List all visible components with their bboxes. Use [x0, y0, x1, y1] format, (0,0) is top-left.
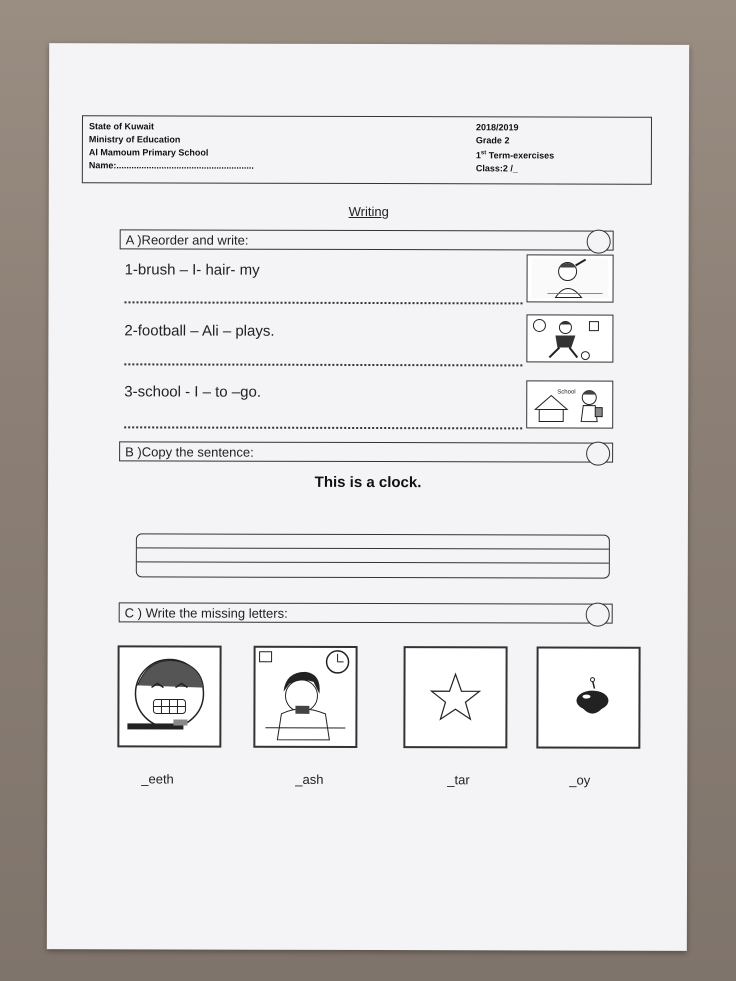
header-year: 2018/2019 — [475, 122, 519, 133]
header-name-line: Name:....................................................... — [88, 160, 254, 171]
term-superscript: st — [480, 150, 487, 157]
question-3: 3-school - I – to –go. — [124, 383, 262, 401]
header-school: Al Mamoum Primary School — [88, 147, 209, 158]
copy-sentence: This is a clock. — [314, 473, 422, 492]
header-country: State of Kuwait — [88, 121, 154, 132]
header-right — [476, 121, 554, 175]
score-circle-c — [586, 603, 610, 627]
section-c-bar — [119, 602, 613, 623]
wash-face-picture — [253, 646, 357, 748]
missing-word-teeth: _eeth — [141, 771, 174, 787]
header-ministry: Ministry of Education — [88, 134, 181, 145]
term-number: 1 — [475, 150, 481, 161]
header-grade: Grade 2 — [475, 135, 510, 146]
score-circle-b — [586, 442, 610, 466]
section-a-label: A )Reorder and write: — [125, 232, 249, 248]
worksheet-paper — [47, 43, 689, 951]
header-term — [476, 147, 554, 162]
section-c-label: C ) Write the missing letters: — [124, 605, 288, 621]
boy-playing-football-picture — [526, 314, 613, 362]
teeth-picture — [117, 645, 221, 747]
writing-line-2 — [137, 561, 609, 563]
header-class: Class:2 /_ — [475, 163, 518, 174]
section-b-label: B )Copy the sentence: — [125, 444, 254, 460]
writing-line-1 — [137, 547, 609, 549]
missing-word-star: _tar — [447, 772, 470, 788]
term-text: Term-exercises — [486, 150, 555, 161]
handwriting-lines[interactable] — [136, 533, 610, 578]
score-circle-a — [587, 230, 611, 254]
answer-line-2[interactable] — [124, 363, 522, 366]
section-a-bar — [120, 229, 614, 250]
boy-brushing-hair-picture — [527, 254, 614, 302]
star-picture — [403, 646, 507, 748]
header-left — [89, 120, 254, 172]
svg-text:School: School — [557, 389, 576, 396]
page-title: Writing — [348, 203, 389, 220]
answer-line-3[interactable] — [124, 426, 522, 429]
spinning-top-toy-picture — [536, 646, 640, 748]
question-2: 2-football – Ali – plays. — [124, 322, 275, 340]
header-box — [82, 115, 652, 184]
question-1: 1-brush – I- hair- my — [124, 261, 260, 279]
missing-word-toy: _oy — [569, 772, 591, 788]
boy-going-to-school-picture — [526, 380, 613, 428]
missing-word-wash: _ash — [295, 771, 324, 787]
section-b-bar — [119, 441, 613, 462]
answer-line-1[interactable] — [125, 301, 523, 304]
